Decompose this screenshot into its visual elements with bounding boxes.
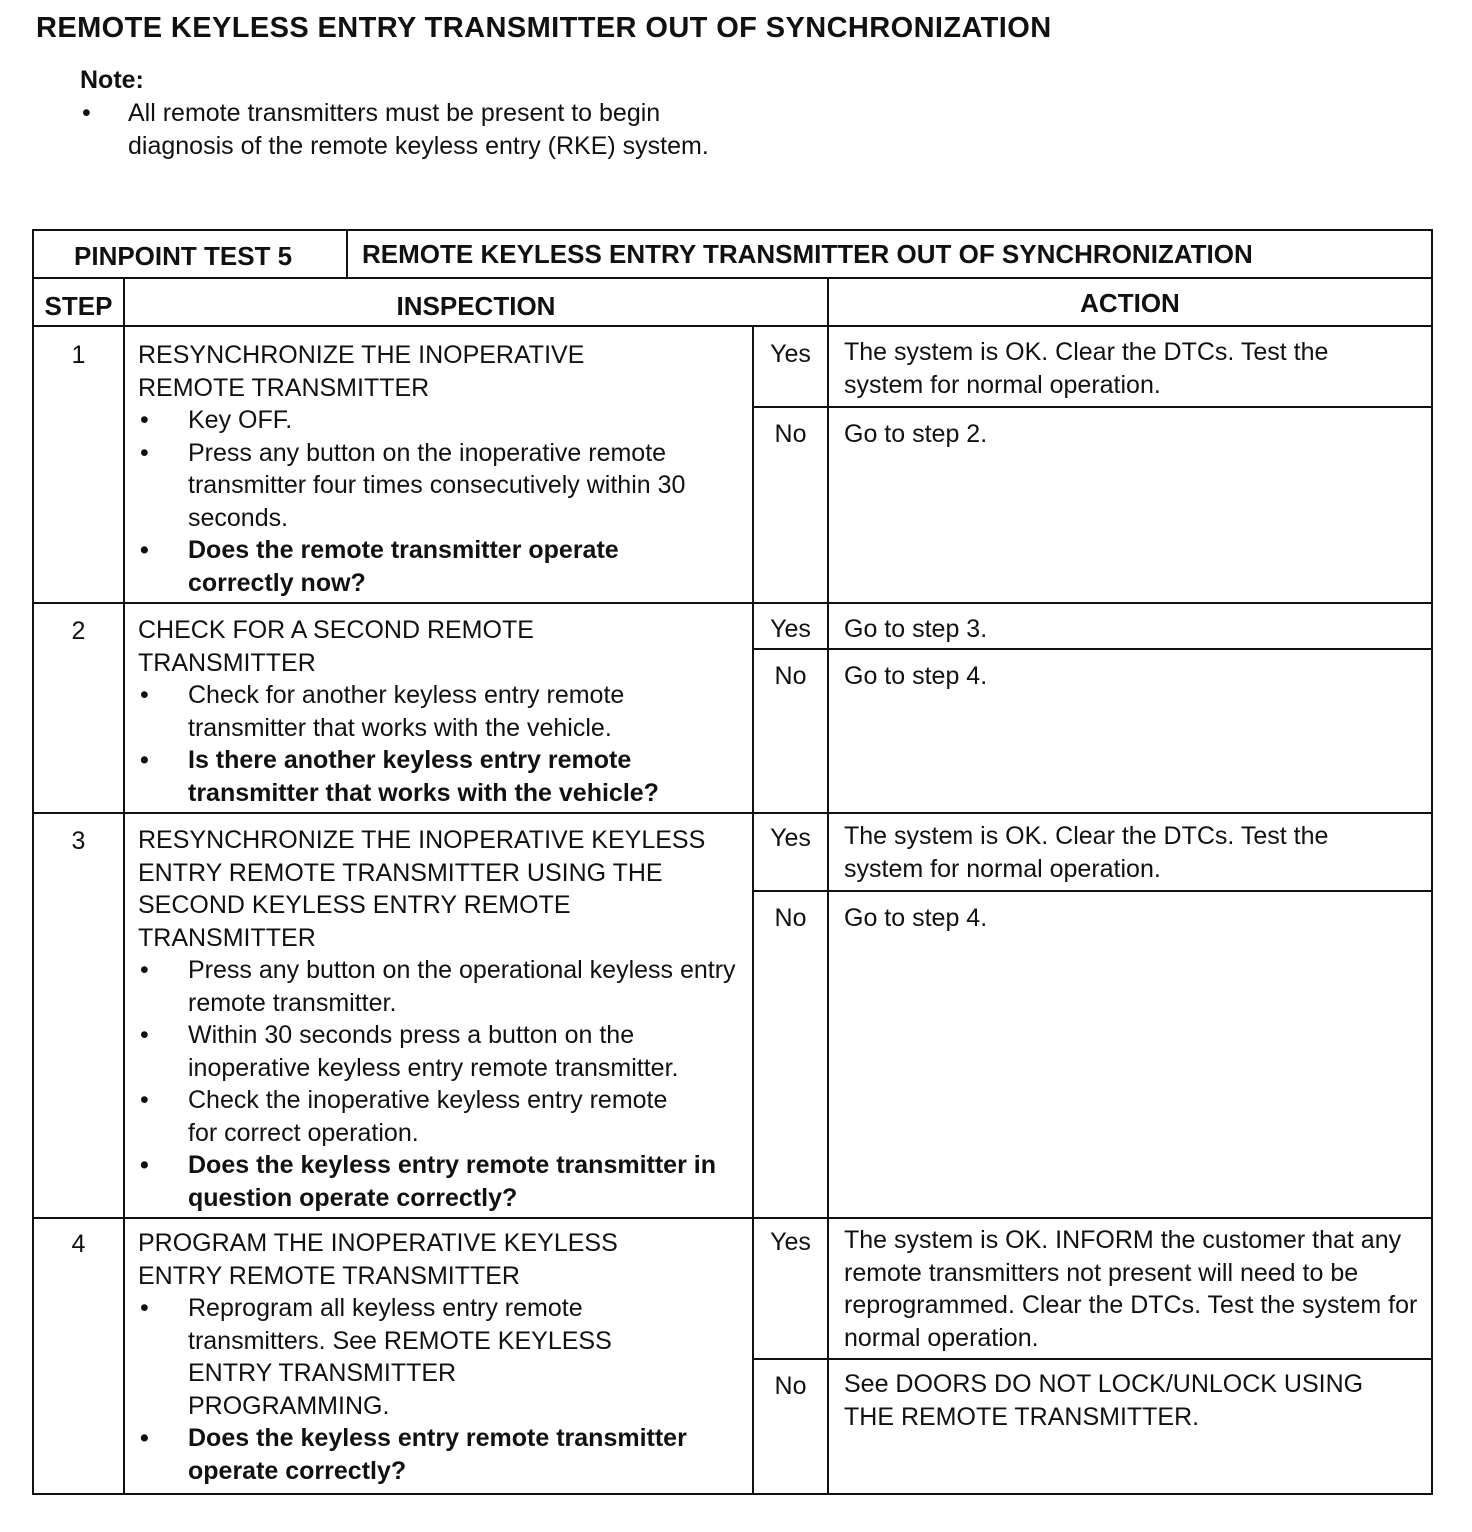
step-inspection: [138, 339, 738, 599]
step-question: • Is there another keyless entry remote transmitter that works with the vehicle?: [138, 744, 738, 809]
step-number: 4: [71, 1230, 86, 1258]
header-inspection: INSPECTION: [396, 291, 556, 321]
step-question: • Does the keyless entry remote transmitter operate correctly?: [138, 1422, 738, 1487]
table-rule: [32, 277, 1433, 279]
yes-label: Yes: [770, 1228, 811, 1256]
step-inspection: [138, 1227, 738, 1487]
step-question: • Does the keyless entry remote transmitter in question operate correctly?: [138, 1149, 738, 1214]
step-inspection: [138, 614, 738, 809]
no-label: No: [774, 1372, 807, 1400]
table-rule: [752, 890, 1433, 892]
note-text: All remote transmitters must be present to begin diagnosis of the remote keyless entry (RKE) system.: [128, 99, 709, 160]
yes-label: Yes: [770, 615, 811, 643]
header-action: ACTION: [1080, 288, 1180, 318]
table-rule: [827, 277, 829, 1495]
pinpoint-test-title: REMOTE KEYLESS ENTRY TRANSMITTER OUT OF SYNCHRONIZATION: [362, 239, 1253, 269]
step-question: • Does the remote transmitter operate correctly now?: [138, 534, 738, 599]
list-item: • Check for another keyless entry remote transmitter that works with the vehicle.: [138, 679, 738, 744]
step-number: 2: [71, 617, 86, 645]
step-bullets: [138, 404, 738, 599]
table-rule: [32, 812, 1433, 814]
step-bullets: [138, 954, 738, 1214]
table-rule: [752, 648, 1433, 650]
table-rule: [123, 277, 125, 1495]
bullet-icon: •: [82, 99, 91, 127]
step-bullets: [138, 679, 738, 809]
step-bullets: [138, 1292, 738, 1487]
step-heading: RESYNCHRONIZE THE INOPERATIVE REMOTE TRANSMITTER: [138, 341, 585, 402]
step-heading: RESYNCHRONIZE THE INOPERATIVE KEYLESS ENTRY REMOTE TRANSMITTER USING THE SECOND KEYLESS ENTRY REMOTE TRANSMITTER: [138, 826, 706, 952]
step-number: 3: [71, 827, 86, 855]
table-rule: [752, 406, 1433, 408]
step-heading: CHECK FOR A SECOND REMOTE TRANSMITTER: [138, 616, 534, 677]
yes-label: Yes: [770, 824, 811, 852]
no-label: No: [774, 904, 807, 932]
note-label: Note:: [80, 66, 144, 94]
table-rule: [752, 1358, 1433, 1360]
no-action: Go to step 4.: [844, 662, 988, 690]
no-action: Go to step 2.: [844, 420, 988, 448]
table-rule: [346, 229, 348, 278]
list-item: • Within 30 seconds press a button on the inoperative keyless entry remote transmitter.: [138, 1019, 738, 1084]
list-item: • Press any button on the operational keyless entry remote transmitter.: [138, 954, 738, 1019]
no-action: Go to step 4.: [844, 904, 988, 932]
page-title: REMOTE KEYLESS ENTRY TRANSMITTER OUT OF SYNCHRONIZATION: [36, 12, 1052, 44]
table-rule: [32, 1217, 1433, 1219]
yes-action: The system is OK. INFORM the customer that any remote transmitters not present will need to be reprogrammed. Clear the DTCs. Test the system for normal operation.: [844, 1226, 1418, 1352]
list-item: • Reprogram all keyless entry remote transmitters. See REMOTE KEYLESS ENTRY TRANSMITTER PROGRAMMING.: [138, 1292, 738, 1422]
table-rule: [32, 602, 1433, 604]
yes-action: The system is OK. Clear the DTCs. Test the system for normal operation.: [844, 338, 1329, 399]
list-item: • Press any button on the inoperative remote transmitter four times consecutively within 30 seconds.: [138, 437, 738, 535]
no-label: No: [774, 662, 807, 690]
step-inspection: [138, 824, 738, 1214]
pinpoint-test-label: PINPOINT TEST 5: [74, 241, 293, 271]
table-rule: [32, 325, 1433, 327]
step-heading: PROGRAM THE INOPERATIVE KEYLESS ENTRY REMOTE TRANSMITTER: [138, 1229, 618, 1290]
yes-action: The system is OK. Clear the DTCs. Test the system for normal operation.: [844, 822, 1329, 883]
header-step: STEP: [44, 291, 113, 321]
yes-label: Yes: [770, 340, 811, 368]
list-item: • Check the inoperative keyless entry remote for correct operation.: [138, 1084, 738, 1149]
no-label: No: [774, 420, 807, 448]
no-action: See DOORS DO NOT LOCK/UNLOCK USING THE REMOTE TRANSMITTER.: [844, 1370, 1364, 1431]
yes-action: Go to step 3.: [844, 615, 988, 643]
step-number: 1: [71, 341, 86, 369]
list-item: • Key OFF.: [138, 404, 738, 437]
